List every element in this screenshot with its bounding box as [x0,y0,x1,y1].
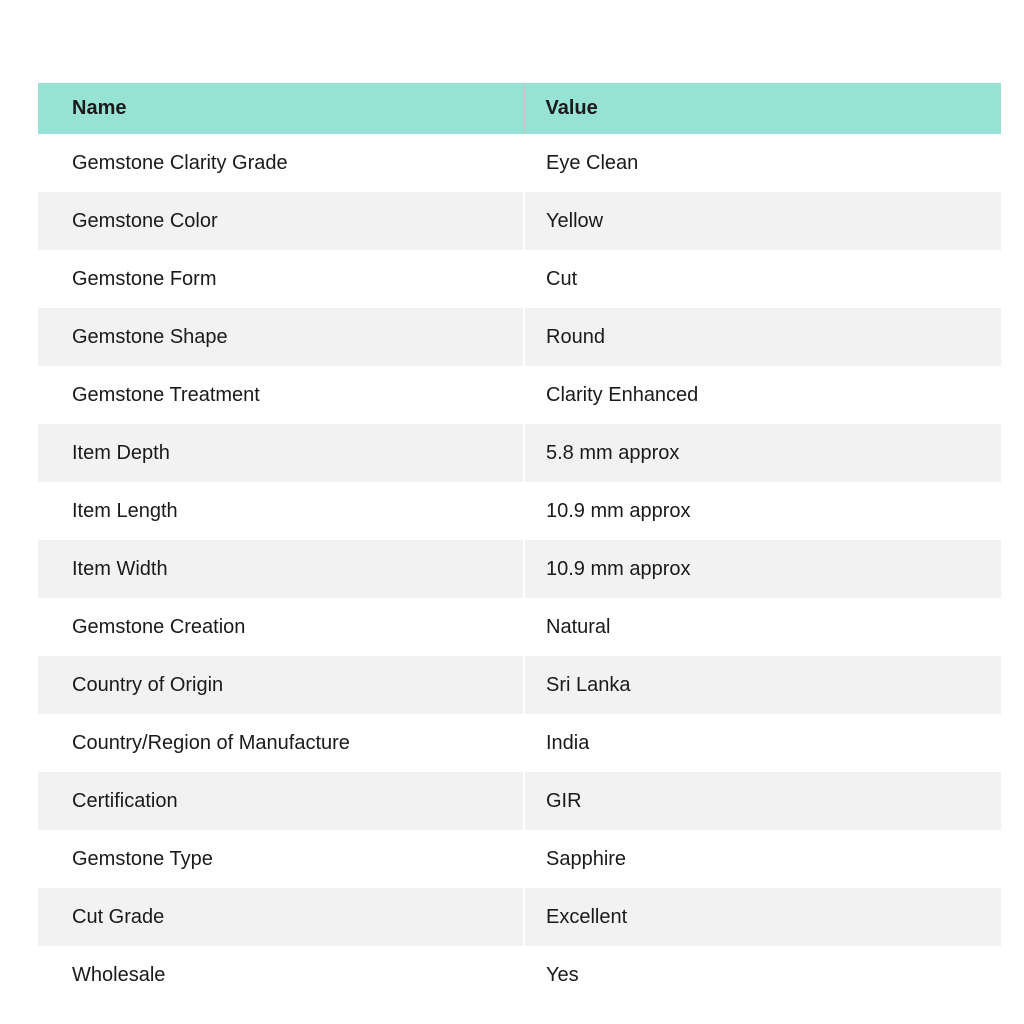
spec-value: Natural [524,598,1001,656]
table-row [38,540,1001,598]
table-row [38,888,1001,946]
column-header-name: Name [38,83,524,134]
table-row [38,482,1001,540]
table-row [38,424,1001,482]
spec-value: Round [524,308,1001,366]
spec-value: Yes [524,946,1001,1004]
spec-name: Gemstone Creation [38,598,524,656]
spec-name: Gemstone Form [38,250,524,308]
spec-value: Sapphire [524,830,1001,888]
spec-name: Cut Grade [38,888,524,946]
spec-name: Item Width [38,540,524,598]
spec-name: Gemstone Shape [38,308,524,366]
spec-table [38,83,1001,1004]
spec-name: Wholesale [38,946,524,1004]
spec-value: Yellow [524,192,1001,250]
item-specifics-table [38,83,1001,1004]
table-row [38,946,1001,1004]
table-row [38,714,1001,772]
spec-value: Clarity Enhanced [524,366,1001,424]
spec-value: India [524,714,1001,772]
table-row [38,830,1001,888]
table-row [38,308,1001,366]
table-row [38,598,1001,656]
spec-value: Excellent [524,888,1001,946]
spec-value: 10.9 mm approx [524,540,1001,598]
table-row [38,250,1001,308]
table-row [38,772,1001,830]
spec-name: Certification [38,772,524,830]
spec-name: Item Depth [38,424,524,482]
spec-name: Item Length [38,482,524,540]
spec-value: GIR [524,772,1001,830]
spec-name: Gemstone Treatment [38,366,524,424]
spec-name: Gemstone Clarity Grade [38,134,524,192]
table-row [38,366,1001,424]
table-row [38,656,1001,714]
table-header-row [38,83,1001,134]
spec-value: 10.9 mm approx [524,482,1001,540]
spec-name: Country/Region of Manufacture [38,714,524,772]
spec-value: 5.8 mm approx [524,424,1001,482]
table-row [38,192,1001,250]
spec-name: Gemstone Type [38,830,524,888]
spec-value: Sri Lanka [524,656,1001,714]
spec-name: Country of Origin [38,656,524,714]
spec-value: Cut [524,250,1001,308]
column-header-value: Value [524,83,1001,134]
table-row [38,134,1001,192]
spec-name: Gemstone Color [38,192,524,250]
spec-value: Eye Clean [524,134,1001,192]
